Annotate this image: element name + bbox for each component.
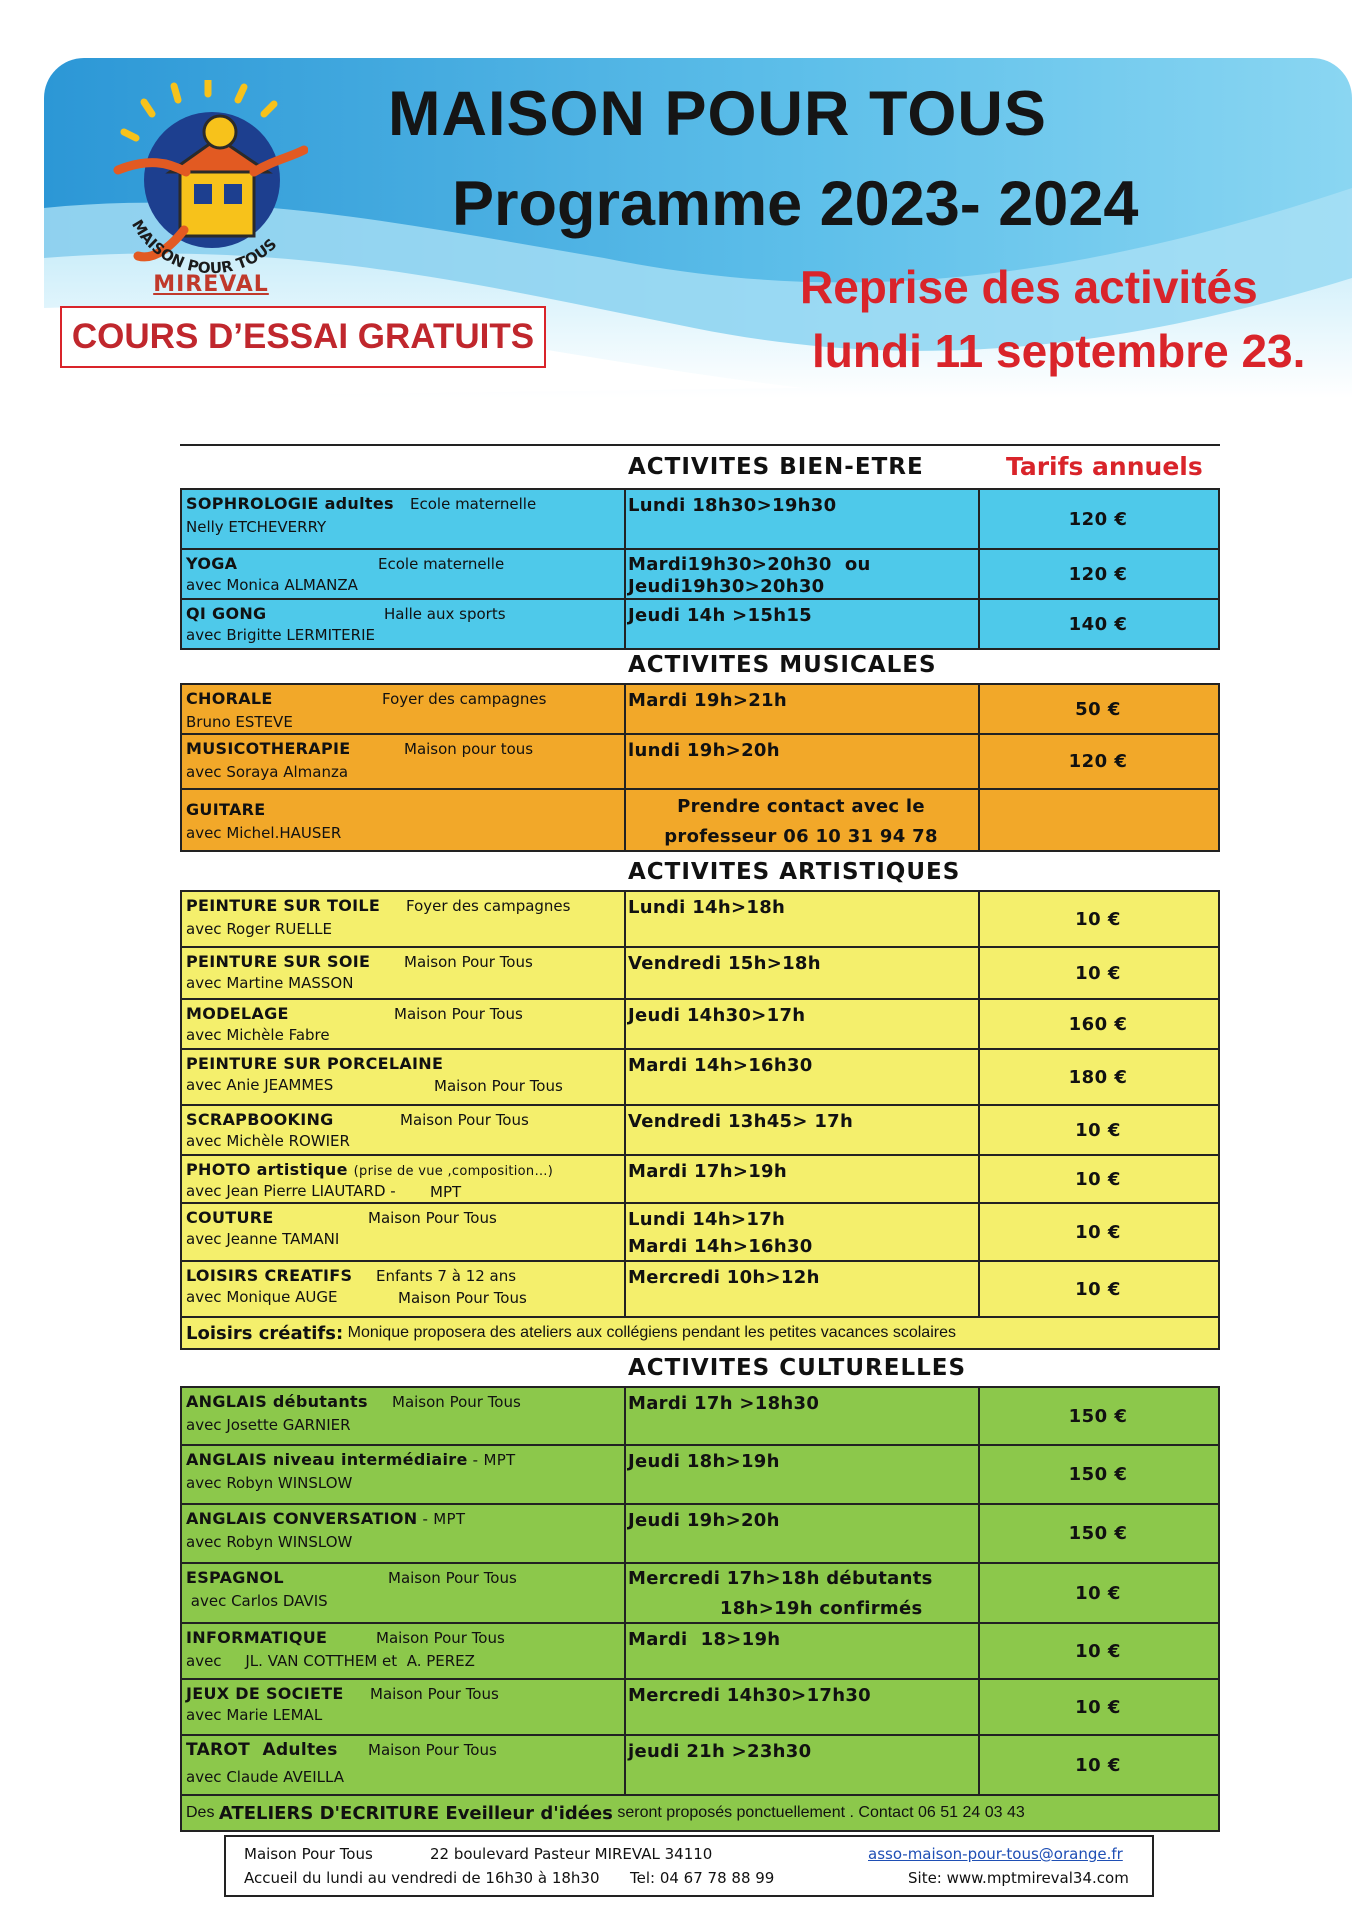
schedule-cell [624,1446,980,1503]
activity-cell [182,1106,626,1154]
schedule-cell [624,600,980,648]
activity-teacher: avec Michèle Fabre [186,1026,330,1044]
activity-name-text: ANGLAIS niveau intermédiaire [186,1450,468,1469]
table-row [180,790,1220,852]
activity-teacher: avec Roger RUELLE [186,920,332,938]
schedule-cell [624,1050,980,1104]
activity-name [186,1509,465,1528]
activity-price: 10 € [1075,1582,1121,1604]
schedule-cell [624,790,980,850]
activity-teacher: Nelly ETCHEVERRY [186,518,327,536]
activity-schedule: Lundi 18h30>19h30 [628,495,837,516]
price-cell [978,1564,1218,1622]
note-bold: ATELIERS D'ECRITURE Eveilleur d'idées [218,1802,613,1824]
activity-place: Maison pour tous [404,740,534,758]
activity-place: Maison Pour Tous [394,1005,523,1023]
activity-name: MODELAGE [186,1004,289,1023]
table-row [180,890,1220,948]
restart-notice-line1: Reprise des activités [800,261,1258,313]
activity-name: YOGA [186,554,238,573]
activity-price: 10 € [1075,1696,1121,1718]
activity-teacher: Bruno ESTEVE [186,713,293,731]
table-row [180,948,1220,1000]
activity-teacher: avec Claude AVEILLA [186,1768,344,1786]
activity-teacher: avec Jean Pierre LIAUTARD - [186,1182,396,1200]
activity-schedule: Vendredi 15h>18h [628,953,821,974]
activity-cell [182,1736,626,1794]
activity-price: 120 € [1068,563,1128,585]
activity-price: 50 € [1075,698,1121,720]
activity-schedule: Jeudi 18h>19h [628,1451,780,1472]
artistiques-note [180,1318,1220,1350]
activity-place: Ecole maternelle [378,555,505,573]
activity-name-suffix: - MPT [417,1510,466,1528]
activity-name: TAROT Adultes [186,1740,338,1760]
table-row [180,1156,1220,1204]
schedule-cell [624,1388,980,1444]
activity-cell [182,948,626,998]
activity-name: MUSICOTHERAPIE [186,739,351,758]
activity-place: Enfants 7 à 12 ans [376,1267,517,1285]
free-trial-text: COURS D’ESSAI GRATUITS [71,317,535,356]
activity-place: Maison Pour Tous [392,1393,521,1411]
schedule-cell [624,1262,980,1316]
table-row [180,1050,1220,1106]
activity-name-text: PHOTO artistique [186,1160,348,1179]
footer-org: Maison Pour Tous [244,1845,373,1863]
activity-name [186,1160,553,1179]
activity-place: Maison Pour Tous [434,1077,563,1095]
activity-name: INFORMATIQUE [186,1628,328,1647]
note-text: Monique proposera des ateliers aux collégiens pendant les petites vacances scolaires [343,1324,956,1341]
activity-place-2: Maison Pour Tous [398,1289,527,1307]
activity-cell [182,1446,626,1503]
activity-cell [182,1000,626,1048]
activity-price: 180 € [1068,1066,1128,1088]
activity-cell [182,1624,626,1678]
activity-schedule: lundi 19h>20h [628,740,780,761]
activity-cell [182,892,626,946]
activity-cell [182,1680,626,1734]
activity-schedule: Mardi 17h >18h30 [628,1393,820,1414]
activity-cell [182,790,626,850]
activity-place: Maison Pour Tous [388,1569,517,1587]
activity-price: 10 € [1075,1168,1121,1190]
activity-name: PEINTURE SUR SOIE [186,952,371,971]
tarifs-header: Tarifs annuels [1006,452,1203,481]
price-cell [978,1156,1218,1202]
activity-cell [182,1564,626,1622]
table-row [180,1262,1220,1318]
activity-place: Maison Pour Tous [404,953,533,971]
activity-name: JEUX DE SOCIETE [186,1684,344,1703]
table-row [180,1204,1220,1262]
table-row [180,735,1220,790]
section-title-bienetre: ACTIVITES BIEN-ETRE [628,454,924,480]
price-cell [978,735,1218,788]
footer-email-link[interactable]: asso-maison-pour-tous@orange.fr [868,1845,1123,1863]
logo-ring-text: MAISON POUR TOUS [128,216,281,278]
activity-name-text: ANGLAIS CONVERSATION [186,1509,418,1528]
activity-name [186,1450,516,1469]
schedule-cell [624,550,980,598]
activity-teacher: avec Marie LEMAL [186,1706,323,1724]
activity-schedule: Mardi 14h>16h30 [628,1055,813,1076]
schedule-cell [624,685,980,733]
price-cell [978,948,1218,998]
activity-price: 120 € [1068,508,1128,530]
activity-teacher: avec Robyn WINSLOW [186,1533,353,1551]
schedule-cell [624,1000,980,1048]
footer-phone: Tel: 04 67 78 88 99 [630,1869,775,1887]
activity-teacher: avec Jeanne TAMANI [186,1230,340,1248]
schedule-cell [624,735,980,788]
activity-teacher: avec Josette GARNIER [186,1416,351,1434]
activity-schedule: Jeudi 14h30>17h [628,1005,806,1026]
activity-schedule: Jeudi 19h>20h [628,1510,780,1531]
price-cell [978,1262,1218,1316]
activity-schedule: jeudi 21h >23h30 [628,1741,812,1762]
activity-place: Halle aux sports [384,605,506,623]
activity-name: SOPHROLOGIE adultes [186,494,394,513]
activity-price: 120 € [1068,751,1128,772]
price-cell [978,1505,1218,1562]
table-row [180,1386,1220,1446]
section-title-musicales: ACTIVITES MUSICALES [628,652,937,678]
page-title: MAISON POUR TOUS [388,79,1047,149]
activity-price: 140 € [1068,613,1128,635]
price-cell [978,1736,1218,1794]
price-cell [978,892,1218,946]
schedule-cell [624,1156,980,1202]
price-cell [978,1680,1218,1734]
activity-cell [182,600,626,648]
activity-place: Foyer des campagnes [382,690,547,708]
maison-pour-tous-logo [108,80,308,300]
culturelles-note [180,1796,1220,1832]
activity-cell [182,1262,626,1316]
activity-teacher: avec Michèle ROWIER [186,1132,350,1150]
activity-place: Maison Pour Tous [368,1741,497,1759]
activity-cell [182,1204,626,1260]
activity-schedule: Mardi19h30>20h30 ou Jeudi19h30>20h30 [628,554,871,597]
schedule-cell [624,948,980,998]
footer-website[interactable]: Site: www.mptmireval34.com [908,1869,1129,1887]
table-row [180,1680,1220,1736]
note-text: seront proposés ponctuellement . Contact 06 51 24 03 43 [612,1804,1025,1821]
activity-teacher: avec Soraya Almanza [186,763,349,781]
activity-place: Maison Pour Tous [376,1629,505,1647]
activity-cell [182,1050,626,1104]
table-row [180,1446,1220,1505]
price-cell [978,685,1218,733]
price-cell [978,490,1218,548]
activity-place: Maison Pour Tous [370,1685,499,1703]
note-bold: Loisirs créatifs: [186,1322,344,1344]
activity-name: QI GONG [186,604,267,623]
table-top-rule [180,444,1220,446]
table-row [180,600,1220,650]
activity-teacher: avec Carlos DAVIS [186,1592,328,1610]
free-trial-banner [60,306,546,368]
activity-schedule: Mardi 17h>19h [628,1161,787,1182]
price-cell [978,1000,1218,1048]
activity-price: 150 € [1068,1523,1128,1544]
footer-address: 22 boulevard Pasteur MIREVAL 34110 [430,1845,713,1863]
activity-price: 10 € [1075,1278,1121,1300]
activity-schedule: Mardi 19h>21h [628,690,787,711]
logo-city-name: MIREVAL [153,272,269,297]
activity-schedule: Mardi 18>19h [628,1629,781,1650]
activity-cell [182,1388,626,1444]
schedule-cell [624,1680,980,1734]
table-row [180,488,1220,550]
schedule-cell [624,1204,980,1260]
activity-cell [182,735,626,788]
activity-price: 10 € [1075,1221,1121,1243]
activity-teacher: avec Monica ALMANZA [186,576,358,594]
activity-name: LOISIRS CREATIFS [186,1266,353,1285]
footer-hours: Accueil du lundi au vendredi de 16h30 à 18h30 [244,1869,600,1887]
schedule-cell [624,1564,980,1622]
activity-name: PEINTURE SUR TOILE [186,896,381,915]
activity-schedule: Mercredi 17h>18h débutants 18h>19h confirmés [628,1568,933,1619]
activity-cell [182,1505,626,1562]
activity-price: 10 € [1075,1754,1121,1776]
table-row [180,1624,1220,1680]
activity-place: Maison Pour Tous [368,1209,497,1227]
activity-teacher: avec Robyn WINSLOW [186,1474,353,1492]
activity-schedule: Lundi 14h>17h Mardi 14h>16h30 [628,1209,813,1257]
activity-place: Foyer des campagnes [406,897,571,915]
activity-place: Ecole maternelle [410,495,537,513]
activity-name: PEINTURE SUR PORCELAINE [186,1054,444,1073]
activity-schedule: Vendredi 13h45> 17h [628,1111,854,1132]
activity-schedule: Lundi 14h>18h [628,897,786,918]
price-cell [978,790,1218,850]
price-cell [978,550,1218,598]
activity-teacher: avec Anie JEAMMES [186,1076,334,1094]
schedule-cell [624,490,980,548]
activity-cell [182,490,626,548]
activity-price: 150 € [1068,1464,1128,1485]
price-cell [978,600,1218,648]
price-cell [978,1204,1218,1260]
activity-name: ANGLAIS débutants [186,1392,368,1411]
activity-name: GUITARE [186,800,266,819]
activity-schedule: Mercredi 10h>12h [628,1267,820,1288]
activity-price: 150 € [1068,1405,1128,1427]
note-prefix: Des [186,1804,219,1821]
price-cell [978,1050,1218,1104]
activity-price: 10 € [1075,1119,1121,1141]
schedule-cell [624,1736,980,1794]
activity-schedule: Jeudi 14h >15h15 [628,605,812,626]
table-row [180,550,1220,600]
activity-teacher: avec Brigitte LERMITERIE [186,626,375,644]
activity-cell [182,550,626,598]
price-cell [978,1388,1218,1444]
activity-price: 160 € [1068,1013,1128,1035]
page-subtitle: Programme 2023- 2024 [452,169,1139,239]
table-row [180,1736,1220,1796]
price-cell [978,1446,1218,1503]
schedule-cell [624,1505,980,1562]
activity-name: SCRAPBOOKING [186,1110,334,1129]
activity-name-suffix: - MPT [467,1451,516,1469]
activity-name: CHORALE [186,689,273,708]
activity-cell [182,1156,626,1202]
activity-place: MPT [430,1183,462,1201]
table-row [180,1106,1220,1156]
activity-teacher: avec Michel.HAUSER [186,824,342,842]
table-row [180,1564,1220,1624]
activity-price: 10 € [1075,1640,1121,1662]
section-title-culturelles: ACTIVITES CULTURELLES [628,1355,967,1381]
activity-name: COUTURE [186,1208,274,1227]
activity-schedule: Mercredi 14h30>17h30 [628,1685,871,1706]
table-row [180,1000,1220,1050]
activity-schedule: Prendre contact avec le professeur 06 10 31 94 78 [664,796,938,847]
activity-price: 10 € [1075,908,1121,930]
activity-name-note: (prise de vue ,composition…) [353,1164,554,1179]
activity-price: 10 € [1075,962,1121,984]
price-cell [978,1624,1218,1678]
schedule-cell [624,1624,980,1678]
price-cell [978,1106,1218,1154]
table-row [180,683,1220,735]
schedule-cell [624,892,980,946]
restart-notice-line2: lundi 11 septembre 23. [812,325,1306,377]
schedule-cell [624,1106,980,1154]
activity-teacher: avec Martine MASSON [186,974,354,992]
section-title-artistiques: ACTIVITES ARTISTIQUES [628,859,961,885]
activity-name: ESPAGNOL [186,1568,284,1587]
table-row [180,1505,1220,1564]
activity-teacher: avec JL. VAN COTTHEM et A. PEREZ [186,1652,475,1670]
activity-place: Maison Pour Tous [400,1111,529,1129]
activity-cell [182,685,626,733]
footer-contact-box [224,1835,1154,1897]
activity-teacher: avec Monique AUGE [186,1288,338,1306]
